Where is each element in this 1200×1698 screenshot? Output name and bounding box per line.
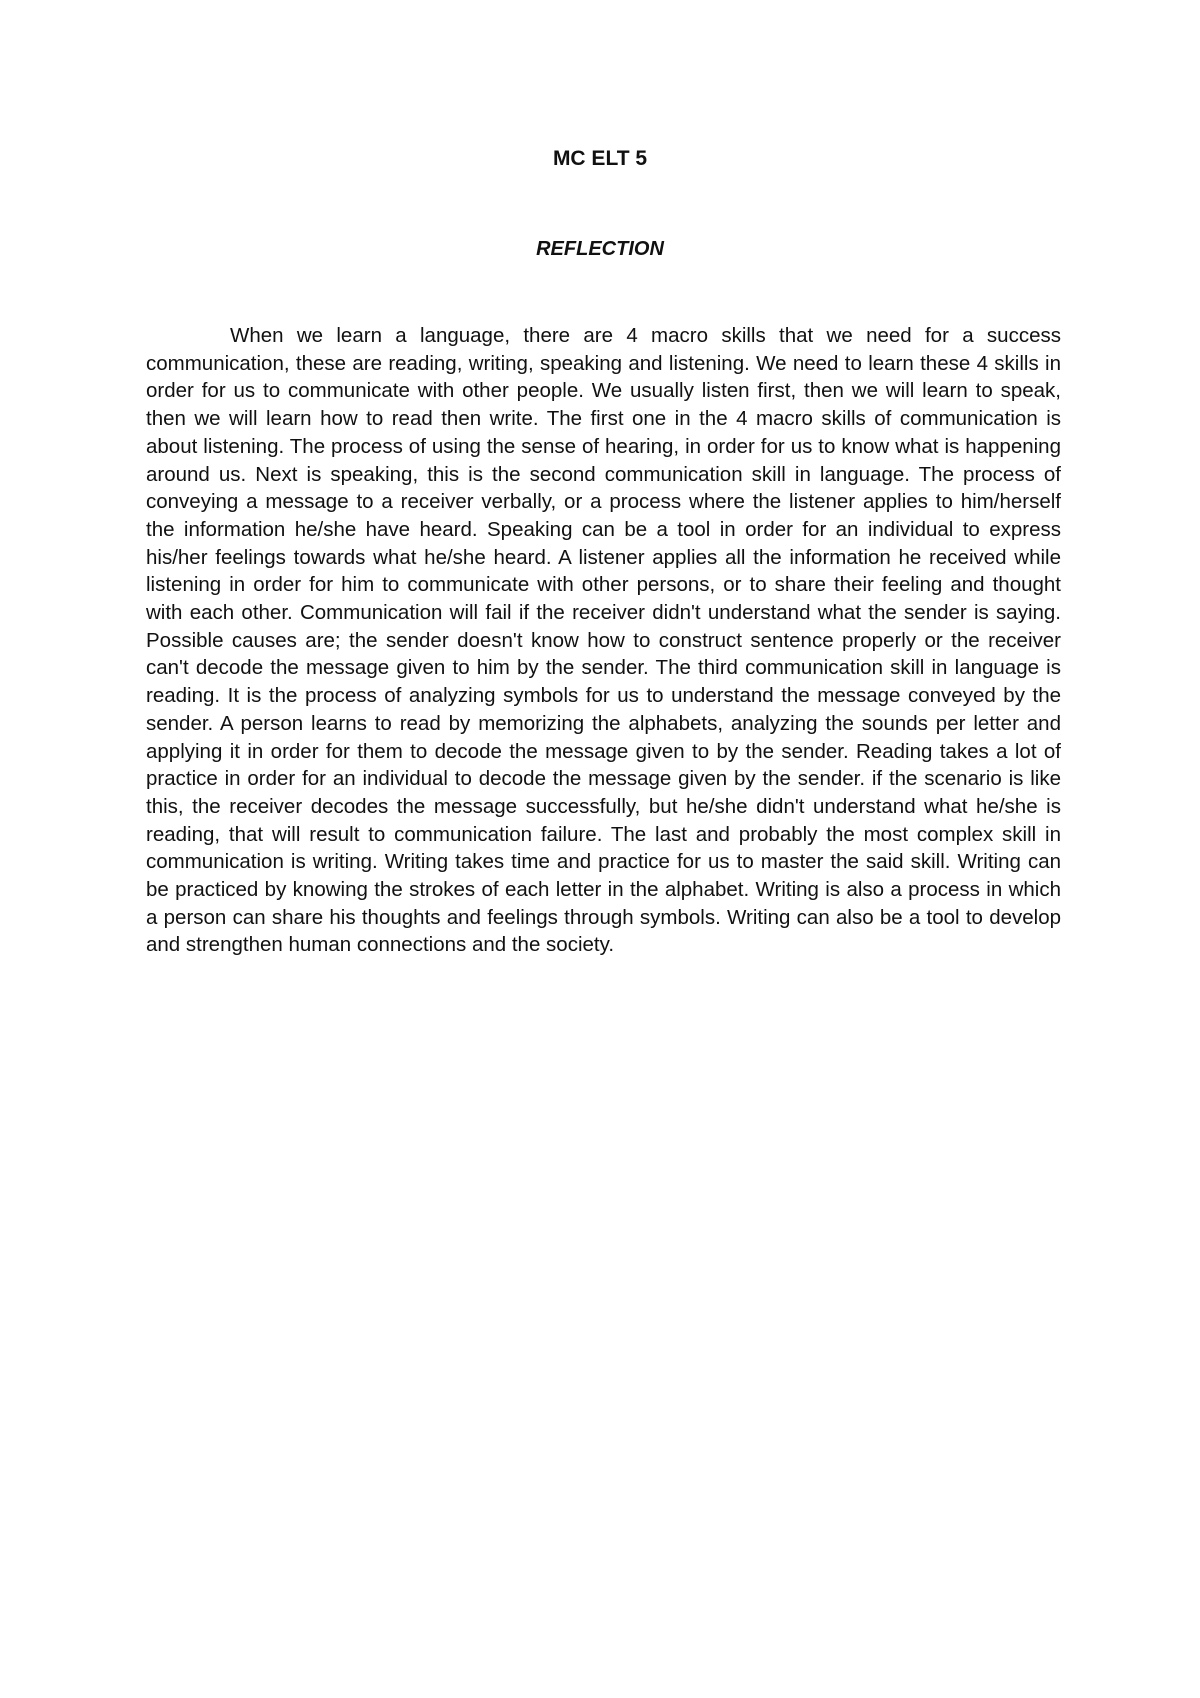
document-subtitle: REFLECTION [536,238,664,260]
document-title: MC ELT 5 [552,147,648,170]
reflection-paragraph: When we learn a language, there are 4 macro skills that we need for a success communication, these are reading, writing, speaking and listening. We need to learn these 4 skills in order for us to communicate with other people. We usually listen first, then we will learn to speak, then we will learn how to read then write. The first one in the 4 macro skills of communication is about listening. The process of using the sense of hearing, in order for us to know what is happening around us. Next is speaking, this is the second communication skill in language. The process of conveying a message to a receiver verbally, or a process where the listener applies to him/herself the information he/she have heard. Speaking can be a tool in order for an individual to express his/her feelings towards what he/she heard. A listener applies all the information he received while listening in order for him to communicate with other persons, or to share their feeling and thought with each other. Communication will fail if the receiver didn't understand what the sender is saying. Possible causes are; the sender doesn't know how to construct sentence properly or the receiver can't decode the message given to him by the sender. The third communication skill in language is reading. It is the process of analyzing symbols for us to understand the message conveyed by the sender. A person learns to read by memorizing the alphabets, analyzing the sounds per letter and applying it in order for them to decode the message given to by the sender. Reading takes a lot of practice in order for an individual to decode the message given by the sender. if the scenario is like this, the receiver decodes the message successfully, but he/she didn't understand what he/she is reading, that will result to communication failure. The last and probably the most complex skill in communication is writing. Writing takes time and practice for us to master the said skill. Writing can be practiced by knowing the strokes of each letter in the alphabet. Writing is also a process in which a person can share his thoughts and feelings through symbols. Writing can also be a tool to develop and strengthen human connections and the society. [146,324,1061,957]
